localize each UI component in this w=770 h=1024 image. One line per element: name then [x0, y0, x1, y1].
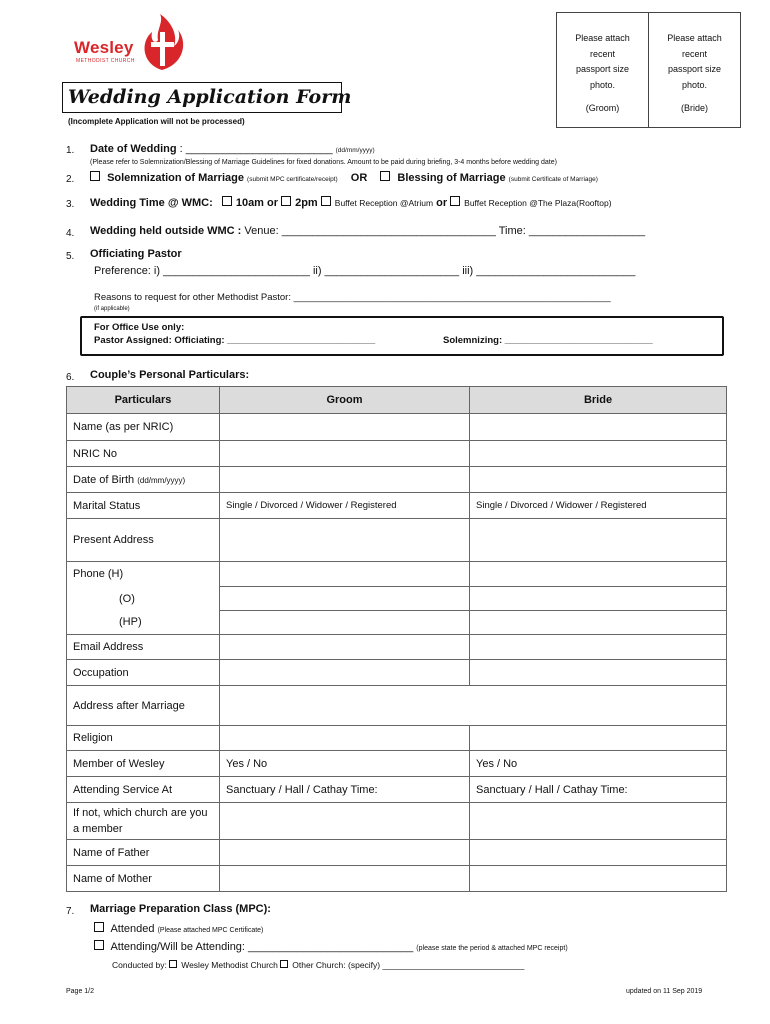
- bride-cell[interactable]: [470, 562, 727, 587]
- updated-date: updated on 11 Sep 2019: [626, 988, 703, 995]
- table-row: [67, 414, 727, 441]
- groom-cell[interactable]: [220, 562, 470, 587]
- pastor-reasons-field[interactable]: Reasons to request for other Methodist Pastor: ____________________________________________________________: [94, 292, 611, 303]
- row-label: Present Address: [67, 519, 220, 562]
- table-row: [67, 866, 727, 892]
- table-header-row: [67, 387, 727, 414]
- solemnization-note: (submit MPC certificate/receipt): [247, 176, 338, 183]
- item-number: 4.: [66, 228, 75, 239]
- table-row: [67, 660, 727, 686]
- row-label: Occupation: [67, 660, 220, 686]
- row-label-note: (dd/mm/yyyy): [137, 475, 186, 485]
- solemnization-checkbox[interactable]: [90, 171, 100, 181]
- venue-field[interactable]: Venue: ___________________________________: [244, 225, 496, 237]
- groom-cell[interactable]: Single / Divorced / Widower / Registered: [220, 493, 470, 519]
- groom-photo-box: [556, 12, 649, 128]
- table-row: [67, 467, 727, 493]
- particulars-table: [66, 386, 727, 892]
- groom-cell[interactable]: Yes / No: [220, 751, 470, 777]
- pastor-assigned-field[interactable]: Pastor Assigned: Officiating: ____________________________: [94, 335, 376, 346]
- groom-cell[interactable]: [220, 726, 470, 751]
- table-row: [67, 587, 727, 611]
- blessing-checkbox[interactable]: [380, 171, 390, 181]
- row-label: [67, 467, 220, 493]
- bride-cell[interactable]: [470, 803, 727, 840]
- officiating-pastor-label: Officiating Pastor: [90, 248, 182, 260]
- table-row: [67, 686, 727, 726]
- or-label: or: [267, 197, 279, 209]
- date-label: Date of Wedding: [90, 143, 177, 155]
- groom-cell[interactable]: [220, 660, 470, 686]
- row-label: (O): [67, 587, 220, 611]
- header-bride: Bride: [470, 387, 727, 414]
- attending-label: Attending/Will be Attending:: [110, 941, 245, 953]
- row-label: Phone (H): [67, 562, 220, 587]
- bride-cell[interactable]: [470, 587, 727, 611]
- table-row: [67, 519, 727, 562]
- plaza-buffet-checkbox[interactable]: [450, 196, 460, 206]
- attended-label: Attended: [110, 923, 155, 935]
- row-label: Name of Father: [67, 840, 220, 866]
- 10am-checkbox[interactable]: [222, 196, 232, 206]
- date-blank[interactable]: : ________________________: [179, 143, 333, 155]
- conducted-by-row: [112, 960, 524, 970]
- form-title: Wedding Application Form: [68, 86, 352, 108]
- photo-line: recent: [589, 48, 615, 59]
- other-church-field[interactable]: Other Church: (specify) ______________________________: [292, 960, 525, 970]
- mpc-attended-row: [94, 922, 263, 935]
- attending-checkbox[interactable]: [94, 940, 104, 950]
- attended-note: (Please attached MPC Certificate): [157, 927, 264, 934]
- table-row: [67, 726, 727, 751]
- solemnizing-field[interactable]: Solemnizing: ____________________________: [443, 335, 653, 346]
- table-row: [67, 840, 727, 866]
- table-row: [67, 562, 727, 587]
- groom-cell[interactable]: [220, 519, 470, 562]
- bride-cell[interactable]: Yes / No: [470, 751, 727, 777]
- groom-cell[interactable]: [220, 611, 470, 635]
- table-row: [67, 635, 727, 660]
- groom-photo-caption: (Groom): [585, 103, 620, 113]
- groom-cell[interactable]: Sanctuary / Hall / Cathay Time:: [220, 777, 470, 803]
- couple-particulars-label: Couple’s Personal Particulars:: [90, 369, 250, 381]
- row-label: (HP): [67, 611, 220, 635]
- row-label: Address after Marriage: [67, 686, 220, 726]
- photo-line: Please attach: [575, 33, 630, 43]
- if-applicable-note: (if applicable): [94, 306, 130, 312]
- blessing-note: (submit Certificate of Marriage): [508, 176, 598, 183]
- bride-cell[interactable]: Sanctuary / Hall / Cathay Time:: [470, 777, 727, 803]
- row-label: Religion: [67, 726, 220, 751]
- row-label: Name (as per NRIC): [67, 414, 220, 441]
- page-number: Page 1/2: [66, 988, 95, 995]
- atrium-buffet-label: Buffet Reception @Atrium: [334, 198, 434, 208]
- table-row: [67, 777, 727, 803]
- wesley-label: Wesley Methodist Church: [181, 960, 278, 970]
- header-particulars: Particulars: [67, 387, 220, 414]
- donation-note: (Please refer to Solemnization/Blessing of Marriage Guidelines for fixed donations. Amount to be paid during briefing, 3-4 months before wedding date): [90, 159, 557, 166]
- bride-cell[interactable]: [470, 635, 727, 660]
- row-label-text: Date of Birth: [73, 473, 135, 486]
- groom-cell[interactable]: [220, 866, 470, 892]
- bride-cell[interactable]: [470, 660, 727, 686]
- wedding-time-row: [90, 196, 612, 209]
- groom-cell[interactable]: [220, 414, 470, 441]
- bride-cell[interactable]: Single / Divorced / Widower / Registered: [470, 493, 727, 519]
- date-of-wedding-row: [90, 143, 375, 155]
- item-number: 5.: [66, 251, 75, 262]
- conducted-by-label: Conducted by:: [112, 960, 167, 970]
- row-label: Name of Mother: [67, 866, 220, 892]
- row-label: NRIC No: [67, 441, 220, 467]
- logo-name: Wesley: [74, 38, 134, 57]
- incomplete-note: (Incomplete Application will not be processed): [68, 117, 245, 126]
- item-number: 2.: [66, 174, 75, 185]
- table-row: [67, 803, 727, 840]
- pastor-preference-field[interactable]: Preference: i) ________________________ ii) ______________________ iii) __________________________: [94, 265, 636, 277]
- photo-line: passport size: [667, 64, 722, 74]
- or-label: or: [436, 197, 448, 209]
- wedding-outside-row: [90, 225, 645, 237]
- groom-cell[interactable]: [220, 441, 470, 467]
- date-format: (dd/mm/yyyy): [335, 147, 375, 154]
- bride-cell[interactable]: [470, 840, 727, 866]
- attended-checkbox[interactable]: [94, 922, 104, 932]
- groom-cell[interactable]: [220, 840, 470, 866]
- outside-time-field[interactable]: Time: ___________________: [498, 225, 646, 237]
- bride-photo-box: [648, 12, 741, 128]
- row-label: Attending Service At: [67, 777, 220, 803]
- row-label: Marital Status: [67, 493, 220, 519]
- groom-cell[interactable]: [220, 467, 470, 493]
- bride-cell[interactable]: [470, 726, 727, 751]
- attending-blank[interactable]: ___________________________: [248, 941, 414, 953]
- photo-line: recent: [681, 48, 707, 59]
- other-church-checkbox[interactable]: [280, 960, 288, 968]
- row-label: If not, which church are you a member: [67, 803, 220, 840]
- groom-cell[interactable]: [220, 803, 470, 840]
- table-row: [67, 493, 727, 519]
- wedding-time-label: Wedding Time @ WMC:: [90, 197, 213, 209]
- item-number: 7.: [66, 906, 75, 917]
- row-label: Email Address: [67, 635, 220, 660]
- attending-note: (please state the period & attached MPC receipt): [416, 945, 568, 952]
- address-after-marriage-cell[interactable]: [220, 686, 727, 726]
- outside-label: Wedding held outside WMC :: [90, 225, 242, 237]
- bride-cell[interactable]: [470, 414, 727, 441]
- row-label: Member of Wesley: [67, 751, 220, 777]
- groom-cell[interactable]: [220, 635, 470, 660]
- groom-cell[interactable]: [220, 587, 470, 611]
- ceremony-type-row: [90, 171, 598, 184]
- bride-cell[interactable]: [470, 866, 727, 892]
- blessing-label: Blessing of Marriage: [397, 172, 506, 184]
- or-label: OR: [350, 172, 368, 184]
- church-flame-cross-logo: [136, 12, 188, 72]
- photo-line: Please attach: [667, 33, 722, 43]
- table-row: [67, 751, 727, 777]
- item-number: 1.: [66, 145, 75, 156]
- mpc-attending-row: [94, 940, 568, 953]
- office-use-heading: For Office Use only:: [94, 322, 185, 333]
- logo-subtitle: METHODIST CHURCH: [76, 58, 135, 64]
- wesley-checkbox[interactable]: [169, 960, 177, 968]
- table-row: [67, 441, 727, 467]
- header-groom: Groom: [220, 387, 470, 414]
- 2pm-label: 2pm: [295, 197, 318, 209]
- bride-cell[interactable]: [470, 611, 727, 635]
- bride-cell[interactable]: [470, 467, 727, 493]
- 2pm-checkbox[interactable]: [281, 196, 291, 206]
- atrium-buffet-checkbox[interactable]: [321, 196, 331, 206]
- bride-cell[interactable]: [470, 441, 727, 467]
- table-row: [67, 611, 727, 635]
- photo-line: photo.: [681, 79, 708, 90]
- 10am-label: 10am: [235, 197, 264, 209]
- bride-cell[interactable]: [470, 519, 727, 562]
- item-number: 3.: [66, 199, 75, 210]
- solemnization-label: Solemnization of Marriage: [107, 172, 244, 184]
- bride-photo-caption: (Bride): [680, 103, 708, 113]
- mpc-label: Marriage Preparation Class (MPC):: [90, 903, 271, 915]
- plaza-buffet-label: Buffet Reception @The Plaza(Rooftop): [464, 198, 612, 208]
- item-number: 6.: [66, 372, 75, 383]
- photo-line: passport size: [575, 64, 630, 74]
- photo-line: photo.: [589, 79, 616, 90]
